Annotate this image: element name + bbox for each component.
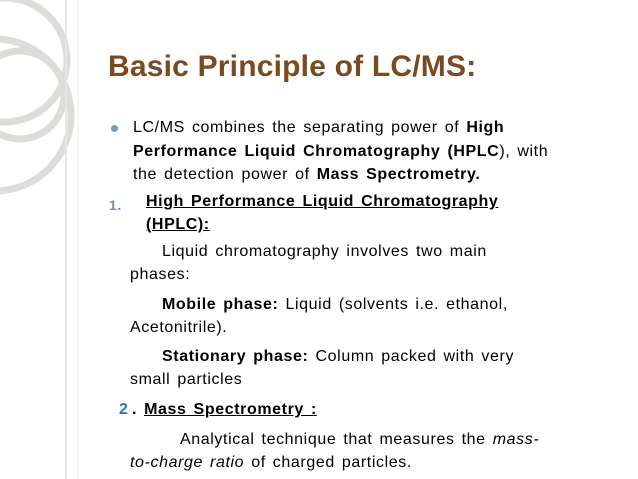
bullet-bold: Mass Spectrometry. — [316, 166, 481, 183]
mobile-phase-cont: Acetonitrile). — [130, 319, 228, 336]
item-2-text: of charged particles. — [244, 454, 412, 471]
bullet-line-2 — [133, 140, 548, 164]
item-2-italic: mass- — [492, 431, 540, 448]
bullet-text: ), with — [499, 143, 549, 160]
item-1-number: 1. — [109, 197, 122, 213]
item-2-italic: to-charge ratio — [130, 454, 245, 471]
item-2-colon: : — [303, 401, 317, 418]
mobile-phase-line — [162, 293, 508, 317]
mobile-phase-text: Liquid (solvents i.e. ethanol, — [278, 296, 508, 313]
item-2-heading-text: Mass Spectrometry — [144, 401, 304, 418]
item-2-heading — [132, 398, 317, 422]
stationary-phase-label: Stationary phase: — [162, 348, 309, 365]
bullet-bold: High — [466, 119, 505, 136]
item-2-paragraph-cont — [130, 451, 412, 475]
stationary-phase-line — [162, 345, 514, 369]
item-1-heading-cont: (HPLC): — [146, 216, 210, 233]
item-1-heading: High Performance Liquid Chromatography — [146, 193, 499, 210]
bullet-dot — [111, 125, 118, 132]
item-2-text: Analytical technique that measures the — [180, 431, 493, 448]
page-title: Basic Principle of LC/MS: — [108, 50, 477, 83]
bullet-line-3 — [133, 163, 480, 187]
item-2-dot: . — [132, 401, 138, 418]
bullet-bold: Performance Liquid Chromatography (HPLC — [133, 143, 500, 160]
bullet-text: the detection power of — [133, 166, 317, 183]
stationary-phase-text: Column packed with very — [308, 348, 515, 365]
item-2-number: 2 — [119, 401, 129, 418]
item-2-paragraph — [180, 428, 539, 452]
item-1-paragraph: Liquid chromatography involves two main — [162, 243, 487, 260]
mobile-phase-label: Mobile phase: — [162, 296, 279, 313]
bullet-line-1 — [133, 116, 504, 140]
item-1-paragraph-cont: phases: — [130, 266, 191, 283]
bullet-text: LC/MS combines the separating power of — [133, 119, 467, 136]
stationary-phase-cont: small particles — [130, 371, 243, 388]
